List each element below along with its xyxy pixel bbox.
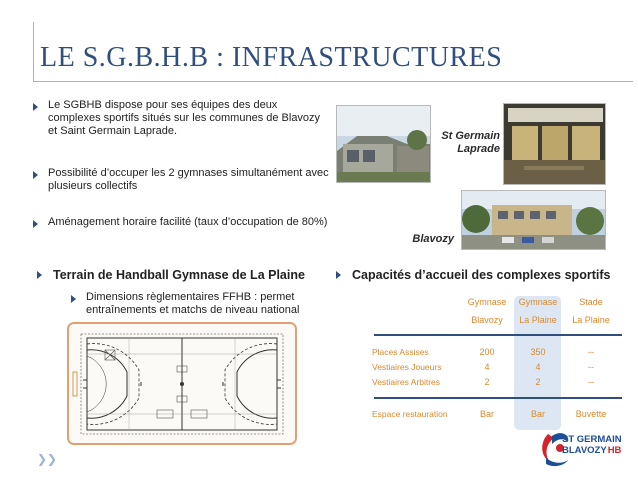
cell-restauration-stade: Buvette [575,409,607,419]
col-header-la-plaine-line2: La Plaine [519,315,557,325]
row-label-vestiaires-joueurs: Vestiaires Joueurs [372,362,442,372]
caption-st-germain-line2: Laprade [457,143,500,155]
logo-text-line2 [562,445,621,456]
cell-places-stade: -- [588,347,594,357]
logo-text-blavozy: BLAVOZY [562,445,607,456]
col-header-stade-line2: La Plaine [572,315,610,325]
table-separator-bottom [374,397,622,399]
col-header-stade-line1: Stade [579,297,603,307]
cell-restauration-blavozy: Bar [479,409,494,419]
sub-bullet-dimensions-line1: Dimensions règlementaires FFHB : permet [86,291,295,303]
cell-joueurs-stade: -- [588,362,594,372]
photo-blavozy [461,190,606,250]
handball-court-diagram [67,322,297,445]
logo-text-hb: HB [607,445,622,456]
club-logo [538,428,630,470]
bullet-triangle-icon [33,103,38,111]
cell-arbitres-blavozy: 2 [484,377,490,387]
row-label-vestiaires-arbitres: Vestiaires Arbitres [372,377,441,387]
photo-st-germain-laprade-1 [336,105,431,183]
cell-places-la-plaine: 350 [530,347,546,357]
slide-title: LE S.G.B.H.B : INFRASTRUCTURES [40,42,503,73]
col-header-blavozy-line1: Gymnase [467,297,507,307]
row-label-places-assises: Places Assises [372,347,429,357]
table-separator-top [374,334,622,336]
terrain-heading: Terrain de Handball Gymnase de La Plaine [53,268,305,282]
sub-bullet-triangle-icon [71,295,76,303]
photo-st-germain-laprade-2 [503,103,606,185]
section-triangle-icon [37,271,42,279]
logo-text-line1: ST GERMAIN [562,434,622,445]
handball-court-drawing [69,324,295,443]
col-header-la-plaine-line1: Gymnase [518,297,558,307]
bullet-triangle-icon [33,171,38,179]
col-header-blavozy-line2: Blavozy [471,315,503,325]
caption-st-germain [432,130,500,156]
row-label-espace-restauration: Espace restauration [372,409,448,419]
capacites-heading: Capacités d’accueil des complexes sportifs [352,268,611,282]
cell-places-blavozy: 200 [479,347,495,357]
blavozy-building-image [462,191,606,250]
title-bar [0,0,638,92]
bullet-amenagement: Aménagement horaire facilité (taux d’occupation de 80%) [48,216,328,228]
bullet-gymnases: Possibilité d’occuper les 2 gymnases simultanément avec plusieurs collectifs [48,167,329,192]
cell-arbitres-la-plaine: 2 [535,377,541,387]
cell-joueurs-blavozy: 4 [484,362,490,372]
section-triangle-icon [336,271,341,279]
caption-st-germain-line1: St Germain [441,130,500,142]
gymnasium-interior-image [504,104,606,185]
sub-bullet-dimensions-line2: entraînements et matchs de niveau national [86,304,300,316]
cell-restauration-la-plaine: Bar [530,409,545,419]
bullet-complexes: Le SGBHB dispose pour ses équipes des deux complexes sportifs situés sur les communes de Blavozy et Saint Germain Laprade. [48,99,321,137]
caption-blavozy: Blavozy [412,233,454,245]
bullet-triangle-icon [33,220,38,228]
title-vertical-rule [33,22,34,82]
cell-arbitres-stade: -- [588,377,594,387]
gymnasium-photo-image [337,106,431,183]
cell-joueurs-la-plaine: 4 [535,362,541,372]
double-chevron-icon: ❯❯ [37,452,58,466]
title-horizontal-rule [33,81,633,82]
